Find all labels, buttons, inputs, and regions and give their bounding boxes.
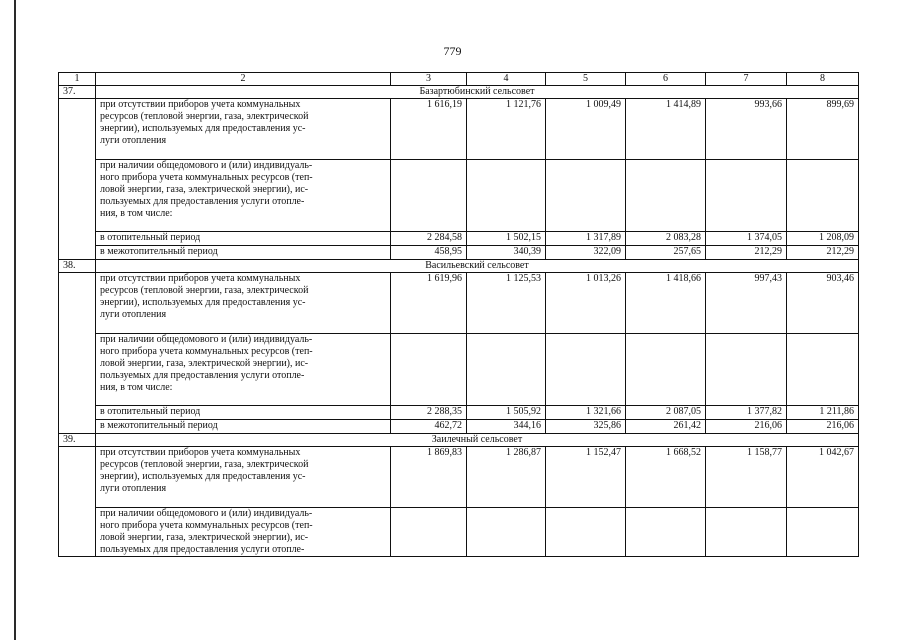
table-row: [59, 406, 859, 420]
scan-edge-line: [14, 0, 16, 640]
value-cell: 1 208,09: [787, 232, 859, 246]
section-index: 37.: [59, 86, 96, 99]
row-description: в межотопительный период: [96, 246, 391, 260]
table-row: [59, 232, 859, 246]
value-cell: 1 414,89: [626, 99, 706, 160]
empty-cell: [467, 334, 546, 406]
desc-line: ресурсов (тепловой энергии, газа, электрической: [100, 111, 309, 122]
column-header: 8: [787, 73, 859, 86]
table-row: [59, 508, 859, 557]
desc-line: при наличии общедомового и (или) индивидуаль-: [100, 508, 313, 519]
empty-cell: [787, 160, 859, 232]
value-cell: 340,39: [467, 246, 546, 260]
empty-cell: [626, 334, 706, 406]
desc-line: ного прибора учета коммунальных ресурсов (теп-: [100, 346, 313, 357]
desc-line: при наличии общедомового и (или) индивидуаль-: [100, 160, 313, 171]
empty-cell: [626, 508, 706, 557]
value-cell: 1 152,47: [546, 447, 626, 508]
index-spacer-cell: [59, 447, 96, 557]
desc-line: ловой энергии, газа, электрической энергии), ис-: [100, 184, 309, 195]
desc-line: луги отопления: [100, 309, 167, 320]
row-description: [96, 99, 391, 160]
value-cell: 1 619,96: [391, 273, 467, 334]
column-header: 6: [626, 73, 706, 86]
value-cell: 1 286,87: [467, 447, 546, 508]
empty-cell: [546, 334, 626, 406]
empty-cell: [391, 160, 467, 232]
desc-line: при отсутствии приборов учета коммунальных: [100, 273, 301, 284]
index-spacer-cell: [59, 273, 96, 434]
value-cell: 216,06: [706, 420, 787, 434]
desc-line: пользуемых для предоставления услуги отопле-: [100, 196, 305, 207]
value-cell: 1 374,05: [706, 232, 787, 246]
row-description: [96, 273, 391, 334]
empty-cell: [546, 508, 626, 557]
value-cell: 462,72: [391, 420, 467, 434]
value-cell: 1 013,26: [546, 273, 626, 334]
section-index: 39.: [59, 434, 96, 447]
desc-line: энергии), используемых для предоставления ус-: [100, 123, 306, 134]
value-cell: 2 284,58: [391, 232, 467, 246]
empty-cell: [391, 508, 467, 557]
table-row: [59, 447, 859, 508]
row-description: в отопительный период: [96, 406, 391, 420]
value-cell: 212,29: [706, 246, 787, 260]
value-cell: 344,16: [467, 420, 546, 434]
value-cell: 2 083,28: [626, 232, 706, 246]
table-row: [59, 334, 859, 406]
desc-line: ния, в том числе:: [100, 382, 173, 393]
desc-line: луги отопления: [100, 483, 167, 494]
value-cell: 261,42: [626, 420, 706, 434]
value-cell: 1 009,49: [546, 99, 626, 160]
value-cell: 216,06: [787, 420, 859, 434]
value-cell: 1 321,66: [546, 406, 626, 420]
table-row: [59, 420, 859, 434]
value-cell: 903,46: [787, 273, 859, 334]
value-cell: 2 087,05: [626, 406, 706, 420]
section-index: 38.: [59, 260, 96, 273]
desc-line: при наличии общедомового и (или) индивидуаль-: [100, 334, 313, 345]
value-cell: 899,69: [787, 99, 859, 160]
column-header: 2: [96, 73, 391, 86]
table-row: [59, 273, 859, 334]
table-row: [59, 246, 859, 260]
desc-line: луги отопления: [100, 135, 167, 146]
empty-cell: [706, 508, 787, 557]
row-description: [96, 447, 391, 508]
value-cell: 997,43: [706, 273, 787, 334]
tariff-table: [58, 72, 859, 557]
page-number: 779: [443, 44, 462, 58]
row-description: в отопительный период: [96, 232, 391, 246]
empty-cell: [467, 508, 546, 557]
desc-line: ного прибора учета коммунальных ресурсов (теп-: [100, 520, 313, 531]
value-cell: 1 668,52: [626, 447, 706, 508]
column-header: 5: [546, 73, 626, 86]
column-header: 4: [467, 73, 546, 86]
empty-cell: [467, 160, 546, 232]
desc-line: ния, в том числе:: [100, 208, 173, 219]
desc-line: энергии), используемых для предоставления ус-: [100, 297, 306, 308]
value-cell: 325,86: [546, 420, 626, 434]
value-cell: 993,66: [706, 99, 787, 160]
desc-line: ловой энергии, газа, электрической энергии), ис-: [100, 358, 309, 369]
index-spacer-cell: [59, 99, 96, 260]
value-cell: 1 616,19: [391, 99, 467, 160]
value-cell: 2 288,35: [391, 406, 467, 420]
value-cell: 1 211,86: [787, 406, 859, 420]
section-name: Васильевский сельсовет: [96, 260, 859, 273]
value-cell: 1 418,66: [626, 273, 706, 334]
section-header-row: [59, 434, 859, 447]
value-cell: 1 502,15: [467, 232, 546, 246]
value-cell: 322,09: [546, 246, 626, 260]
desc-line: ного прибора учета коммунальных ресурсов (теп-: [100, 172, 313, 183]
table-row: [59, 99, 859, 160]
empty-cell: [706, 160, 787, 232]
value-cell: 257,65: [626, 246, 706, 260]
value-cell: 1 125,53: [467, 273, 546, 334]
column-header: 1: [59, 73, 96, 86]
value-cell: 1 869,83: [391, 447, 467, 508]
desc-line: ловой энергии, газа, электрической энергии), ис-: [100, 532, 309, 543]
row-description: [96, 508, 391, 557]
empty-cell: [706, 334, 787, 406]
desc-line: пользуемых для предоставления услуги отопле-: [100, 370, 305, 381]
column-number-row: [59, 73, 859, 86]
desc-line: пользуемых для предоставления услуги отопле-: [100, 544, 305, 555]
desc-line: энергии), используемых для предоставления ус-: [100, 471, 306, 482]
desc-line: ресурсов (тепловой энергии, газа, электрической: [100, 459, 309, 470]
empty-cell: [391, 334, 467, 406]
section-name: Базартюбинский сельсовет: [96, 86, 859, 99]
empty-cell: [787, 508, 859, 557]
row-description: [96, 334, 391, 406]
value-cell: 1 317,89: [546, 232, 626, 246]
section-header-row: [59, 260, 859, 273]
value-cell: 1 505,92: [467, 406, 546, 420]
value-cell: 1 121,76: [467, 99, 546, 160]
value-cell: 1 042,67: [787, 447, 859, 508]
row-description: [96, 160, 391, 232]
value-cell: 458,95: [391, 246, 467, 260]
column-header: 7: [706, 73, 787, 86]
empty-cell: [626, 160, 706, 232]
column-header: 3: [391, 73, 467, 86]
section-name: Заилечный сельсовет: [96, 434, 859, 447]
empty-cell: [787, 334, 859, 406]
desc-line: при отсутствии приборов учета коммунальных: [100, 447, 301, 458]
section-header-row: [59, 86, 859, 99]
row-description: в межотопительный период: [96, 420, 391, 434]
empty-cell: [546, 160, 626, 232]
table-row: [59, 160, 859, 232]
value-cell: 1 377,82: [706, 406, 787, 420]
value-cell: 212,29: [787, 246, 859, 260]
desc-line: при отсутствии приборов учета коммунальных: [100, 99, 301, 110]
desc-line: ресурсов (тепловой энергии, газа, электрической: [100, 285, 309, 296]
value-cell: 1 158,77: [706, 447, 787, 508]
